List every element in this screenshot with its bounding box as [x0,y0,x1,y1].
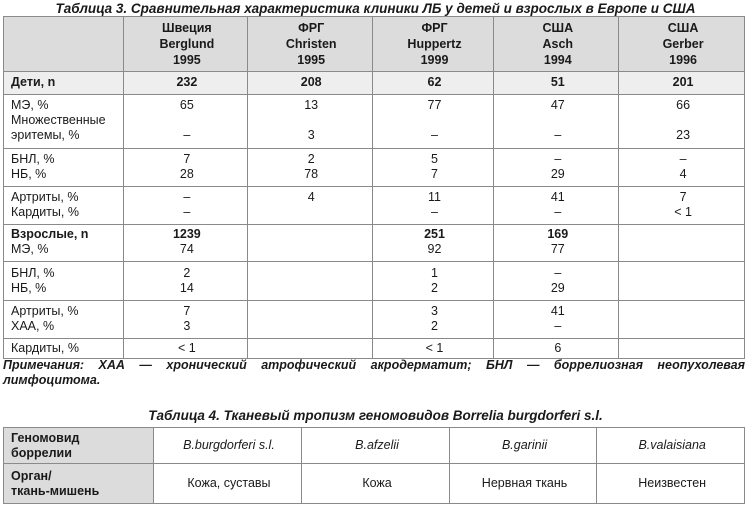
bold-count: Взрослые, n [11,227,89,241]
table-row [4,225,745,262]
table-row [4,187,745,225]
table-cell: 169 77 [494,225,619,262]
table-cell: 7 < 1 [619,187,745,225]
table-cell: Кожа [302,464,450,504]
table-cell: 77 – [372,95,494,149]
row-label: Артриты, % ХАА, % [4,301,124,339]
table-cell: 51 [494,72,619,95]
table-cell [247,339,372,359]
table-row [4,95,745,149]
table-3-caption: Таблица 3. Сравнительная характеристика клиники ЛБ у детей и взрослых в Европе и США [55,1,696,16]
table-cell: B.valaisiana [597,428,745,464]
table-cell: 47 – [494,95,619,149]
table-3-note: Примечания: ХАА — хронический атрофический акродерматит; БНЛ — боррелиозная неопухолевая лимфоцитома. [3,358,745,387]
table-cell: Неизвестен [597,464,745,504]
table-cell: 201 [619,72,745,95]
table-row [4,339,745,359]
table-cell: B.garinii [449,428,597,464]
table-cell: 41 – [494,187,619,225]
table-3 [3,16,745,359]
table-cell: 1239 74 [123,225,247,262]
table-cell: – 4 [619,149,745,187]
table-cell: 7 3 [123,301,247,339]
table-cell: 1 2 [372,262,494,301]
table-4-caption: Таблица 4. Тканевый тропизм геномовидов Borrelia burgdorferi s.l. [148,408,603,423]
table-cell: 6 [494,339,619,359]
header-empty [4,17,124,72]
table-cell: B.afzelii [302,428,450,464]
table-cell [619,339,745,359]
table-cell: 2 14 [123,262,247,301]
table-cell [247,225,372,262]
row-label: Геномовид боррелии [4,428,154,464]
table-cell: 62 [372,72,494,95]
table-row [4,149,745,187]
table-row [4,262,745,301]
table-cell: Кожа, суставы [153,464,302,504]
table-cell: Нервная ткань [449,464,597,504]
bold-count: 1239 [172,227,201,241]
row-label: Дети, n [4,72,124,95]
table-cell: B.burgdorferi s.l. [153,428,302,464]
bold-count: 169 [547,227,569,241]
header-huppertz: ФРГ Huppertz 1999 [372,17,494,72]
table-cell: – 29 [494,149,619,187]
table-row [4,464,745,504]
row-label: Взрослые, n МЭ, % [4,225,124,262]
table-row [4,72,745,95]
row-label: БНЛ, % НБ, % [4,149,124,187]
header-gerber: США Gerber 1996 [619,17,745,72]
table-cell: 232 [123,72,247,95]
header-christen: ФРГ Christen 1995 [247,17,372,72]
table-cell: – – [123,187,247,225]
bold-count: 251 [424,227,445,241]
table-cell: 251 92 [372,225,494,262]
table-3-header-row [4,17,745,72]
row-label: БНЛ, % НБ, % [4,262,124,301]
table-cell [247,262,372,301]
row-label: МЭ, % Множественные эритемы, % [4,95,124,149]
table-cell: 13 3 [247,95,372,149]
table-cell: 11 – [372,187,494,225]
table-cell: 4 [247,187,372,225]
table-cell: 208 [247,72,372,95]
table-cell: 65 – [123,95,247,149]
row-label: Орган/ ткань-мишень [4,464,154,504]
table-cell: 5 7 [372,149,494,187]
table-cell: – 29 [494,262,619,301]
table-cell: < 1 [372,339,494,359]
table-row [4,428,745,464]
row-label: Артриты, % Кардиты, % [4,187,124,225]
table-cell [619,301,745,339]
table-row [4,301,745,339]
table-cell [247,301,372,339]
table-cell: < 1 [123,339,247,359]
table-cell: 7 28 [123,149,247,187]
table-cell [619,262,745,301]
table-cell: 2 78 [247,149,372,187]
header-asch: США Asch 1994 [494,17,619,72]
table-cell: 3 2 [372,301,494,339]
table-4 [3,427,745,504]
table-cell [619,225,745,262]
header-berglund: Швеция Berglund 1995 [123,17,247,72]
row-label: Кардиты, % [4,339,124,359]
table-cell: 41 – [494,301,619,339]
table-cell: 66 23 [619,95,745,149]
